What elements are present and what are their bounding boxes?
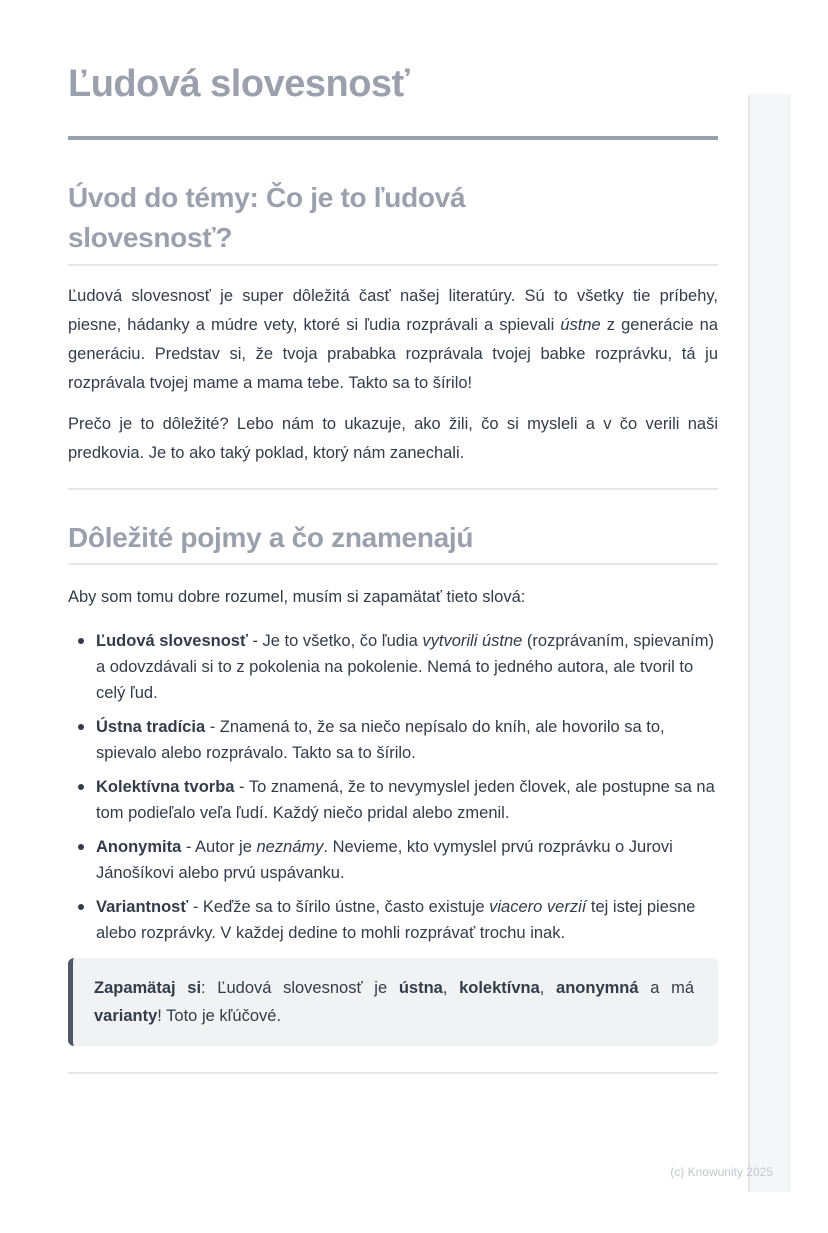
list-item: Ústna tradícia - Znamená to, že sa niečo nepísalo do kníh, ale hovorilo sa to, spievalo alebo rozprávalo. Takto sa to šírilo. — [96, 714, 718, 766]
terms-heading-divider — [68, 563, 718, 565]
page-title: Ľudová slovesnosť — [68, 63, 410, 105]
terms-intro-paragraph: Aby som tomu dobre rozumel, musím si zapamätať tieto slová: — [68, 588, 526, 607]
intro-heading-divider — [68, 264, 718, 266]
intro-paragraph-2: Prečo je to dôležité? Lebo nám to ukazuje, ako žili, čo si mysleli a v čo verili naši predkovia. Je to ako taký poklad, ktorý nám zanechali. — [68, 414, 718, 462]
list-item: Kolektívna tvorba - To znamená, že to nevymyslel jeden človek, ale postupne sa na tom podieľalo veľa ľudí. Každý niečo pridal alebo zmenil. — [96, 774, 718, 826]
document-page — [0, 62, 828, 1233]
section-divider — [68, 488, 718, 490]
next-page-edge-strip — [748, 94, 791, 1192]
terms-section-heading: Dôležité pojmy a čo znamenajú — [68, 521, 474, 553]
title-divider — [68, 136, 718, 140]
list-item: Variantnosť - Keďže sa to šírilo ústne, často existuje viacero verzií tej istej piesne alebo rozprávky. V každej dedine to mohli rozprávať trochu inak. — [96, 894, 718, 946]
document-content — [68, 62, 718, 1074]
terms-list — [68, 628, 718, 946]
section-terms — [68, 518, 718, 1047]
list-item: Anonymita - Autor je neznámy. Nevieme, kto vymyslel prvú rozprávku o Jurovi Jánošíkovi alebo prvú uspávanku. — [96, 834, 718, 886]
callout-text: Zapamätaj si: Ľudová slovesnosť je ústna, kolektívna, anonymná a má varianty! Toto je kľúčové. — [94, 979, 694, 1026]
intro-paragraph-1: Ľudová slovesnosť je super dôležitá časť našej literatúry. Sú to všetky tie príbehy, piesne, hádanky a múdre vety, ktoré si ľudia rozprávali a spievali ústne z generácie na generáciu. Predstav si, že tvoja prababka rozprávala tvojej babke rozprávku, tá ju rozprávala tvojej mame a mama tebe. Takto sa to šírilo! — [68, 286, 719, 392]
footer-credit: (c) Knowunity 2025 — [670, 1165, 773, 1179]
callout-box — [68, 958, 718, 1046]
bottom-divider — [68, 1072, 718, 1074]
section-intro — [68, 178, 718, 468]
intro-section-heading: Úvod do témy: Čo je to ľudová slovesnosť? — [68, 181, 466, 254]
list-item: Ľudová slovesnosť - Je to všetko, čo ľudia vytvorili ústne (rozprávaním, spievaním) a odovzdávali si to z pokolenia na pokolenie. Nemá to jedného autora, ale tvoril to celý ľud. — [96, 628, 718, 706]
